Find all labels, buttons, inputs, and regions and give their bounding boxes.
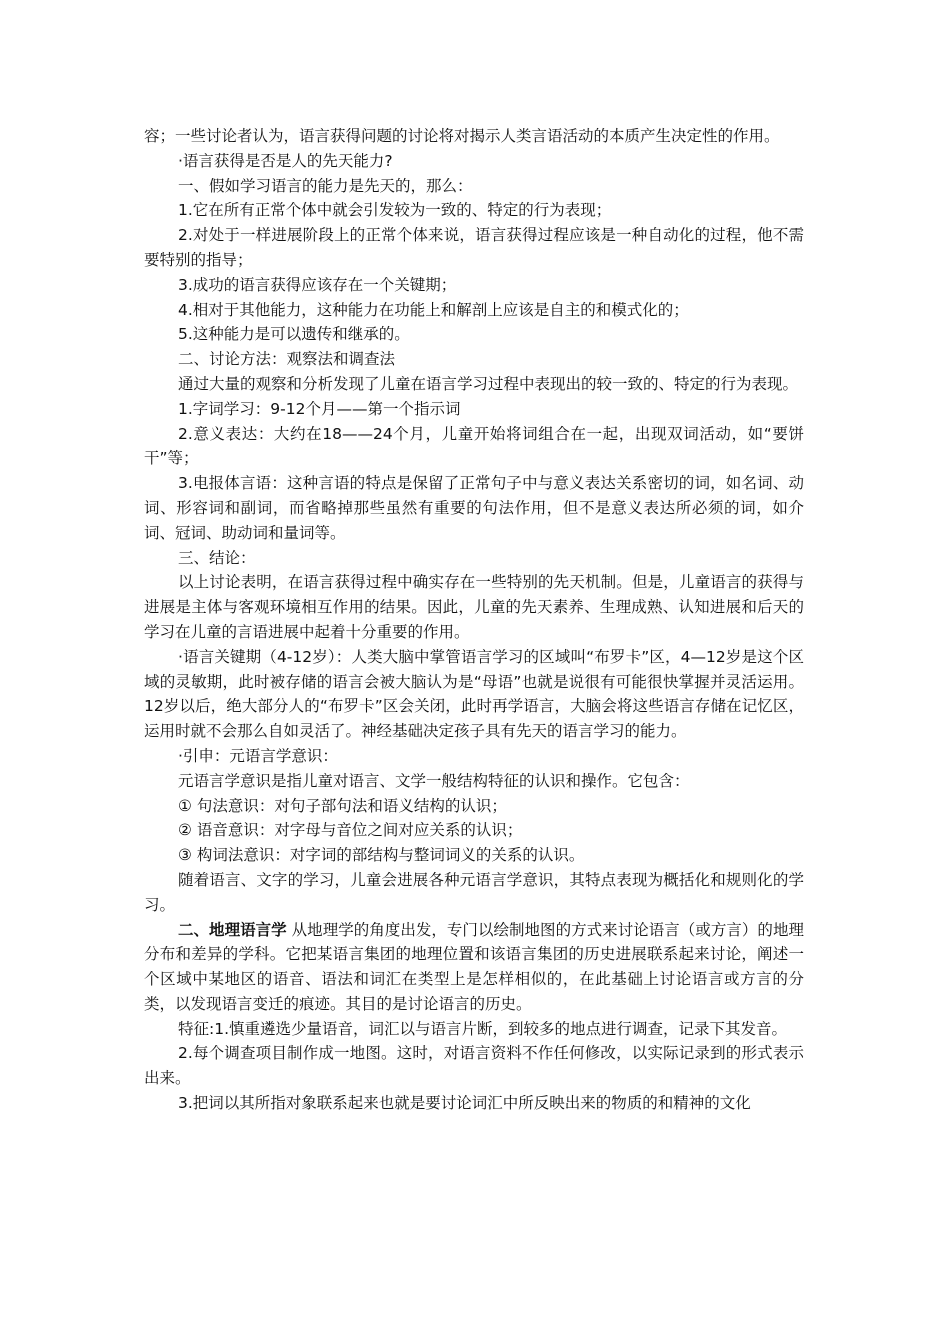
section-heading: 二、讨论方法：观察法和调查法 bbox=[178, 350, 396, 369]
list-item: 3.电报体言语：这种言语的特点是保留了正常句子中与意义表达关系密切的词，如名词、动词、形容词和副词，而省略掉那些虽然有重要的句法作用，但不是意义表达所必须的词，如介词、冠词、助动词和量词等。 bbox=[144, 474, 804, 542]
list-item: 2.意义表达：大约在18——24个月，儿童开始将词组合在一起，出现双词活动，如“要饼干”等； bbox=[144, 424, 804, 468]
paragraph: 通过大量的观察和分析发现了儿童在语言学习过程中表现出的较一致的、特定的行为表现。 bbox=[178, 374, 799, 393]
paragraph: 容；一些讨论者认为，语言获得问题的讨论将对揭示人类言语活动的本质产生决定性的作用。 bbox=[144, 127, 780, 145]
list-item: ② 语音意识：对字母与音位之间对应关系的认识； bbox=[178, 821, 523, 840]
document-page bbox=[144, 124, 804, 1116]
list-item: 2.对处于一样进展阶段上的正常个体来说，语言获得过程应该是一种自动化的过程，他不需要特别的指导； bbox=[144, 226, 804, 269]
paragraph: 随着语言、文字的学习，儿童会进展各种元语言学意识，其特点表现为概括化和规则化的学习。 bbox=[144, 870, 804, 914]
section-heading: 三、结论： bbox=[178, 548, 256, 567]
list-item: 1.字词学习：9-12个月——第一个指示词 bbox=[178, 399, 461, 418]
list-item: 5.这种能力是可以遗传和继承的。 bbox=[178, 325, 410, 344]
list-item: 2.每个调查项目制作成一地图。这时，对语言资料不作任何修改，以实际记录到的形式表示出来。 bbox=[144, 1044, 804, 1088]
list-item: ③ 构词法意识：对字词的部结构与整词词义的关系的认识。 bbox=[178, 846, 585, 865]
list-item: 3.把词以其所指对象联系起来也就是要讨论词汇中所反映出来的物质的和精神的文化 bbox=[178, 1094, 751, 1113]
paragraph: ·引申：元语言学意识： bbox=[178, 746, 338, 765]
paragraph-text: 从地理学的角度出发，专门以绘制地图的方式来讨论语言（或方言）的地理分布和差异的学科。它把某语言集团的地理位置和该语言集团的历史进展联系起来讨论，阐述一个区域中某地区的语音、语法和词汇在类型上是怎样相似的，在此基础上讨论语言或方言的分类，以发现语言变迁的痕迹。其目的是讨论语言的历史。 bbox=[144, 920, 804, 1013]
paragraph: ·语言获得是否是人的先天能力? bbox=[178, 151, 393, 170]
bold-term: 二、地理语言学 bbox=[178, 920, 287, 939]
paragraph bbox=[144, 918, 804, 1017]
list-item: 特征:1.慎重遴选少量语音，词汇以与语言片断，到较多的地点进行调查，记录下其发音。 bbox=[178, 1019, 788, 1038]
paragraph: 元语言学意识是指儿童对语言、文学一般结构特征的认识和操作。它包含： bbox=[178, 771, 690, 790]
paragraph: 一、假如学习语言的能力是先天的，那么： bbox=[178, 176, 473, 195]
list-item: 3.成功的语言获得应该存在一个关键期； bbox=[178, 275, 457, 294]
list-item: 4.相对于其他能力，这种能力在功能上和解剖上应该是自主的和模式化的； bbox=[178, 300, 689, 319]
paragraph: ·语言关键期（4-12岁）：人类大脑中掌管语言学习的区域叫“布罗卡”区，4—12岁是这个区域的灵敏期，此时被存储的语言会被大脑认为是“母语”也就是说很有可能很快掌握并灵活运用。12岁以后，绝大部分人的“布罗卡”区会关闭，此时再学语言，大脑会将这些语言存储在记忆区，运用时就不会那么自如灵活了。神经基础决定孩子具有先天的语言学习的能力。 bbox=[144, 647, 804, 741]
paragraph: 以上讨论表明，在语言获得过程中确实存在一些特别的先天机制。但是，儿童语言的获得与进展是主体与客观环境相互作用的结果。因此，儿童的先天素养、生理成熟、认知进展和后天的学习在儿童的言语进展中起着十分重要的作用。 bbox=[144, 573, 804, 641]
list-item: 1.它在所有正常个体中就会引发较为一致的、特定的行为表现； bbox=[178, 201, 612, 220]
list-item: ① 句法意识：对句子部句法和语义结构的认识； bbox=[178, 796, 507, 815]
